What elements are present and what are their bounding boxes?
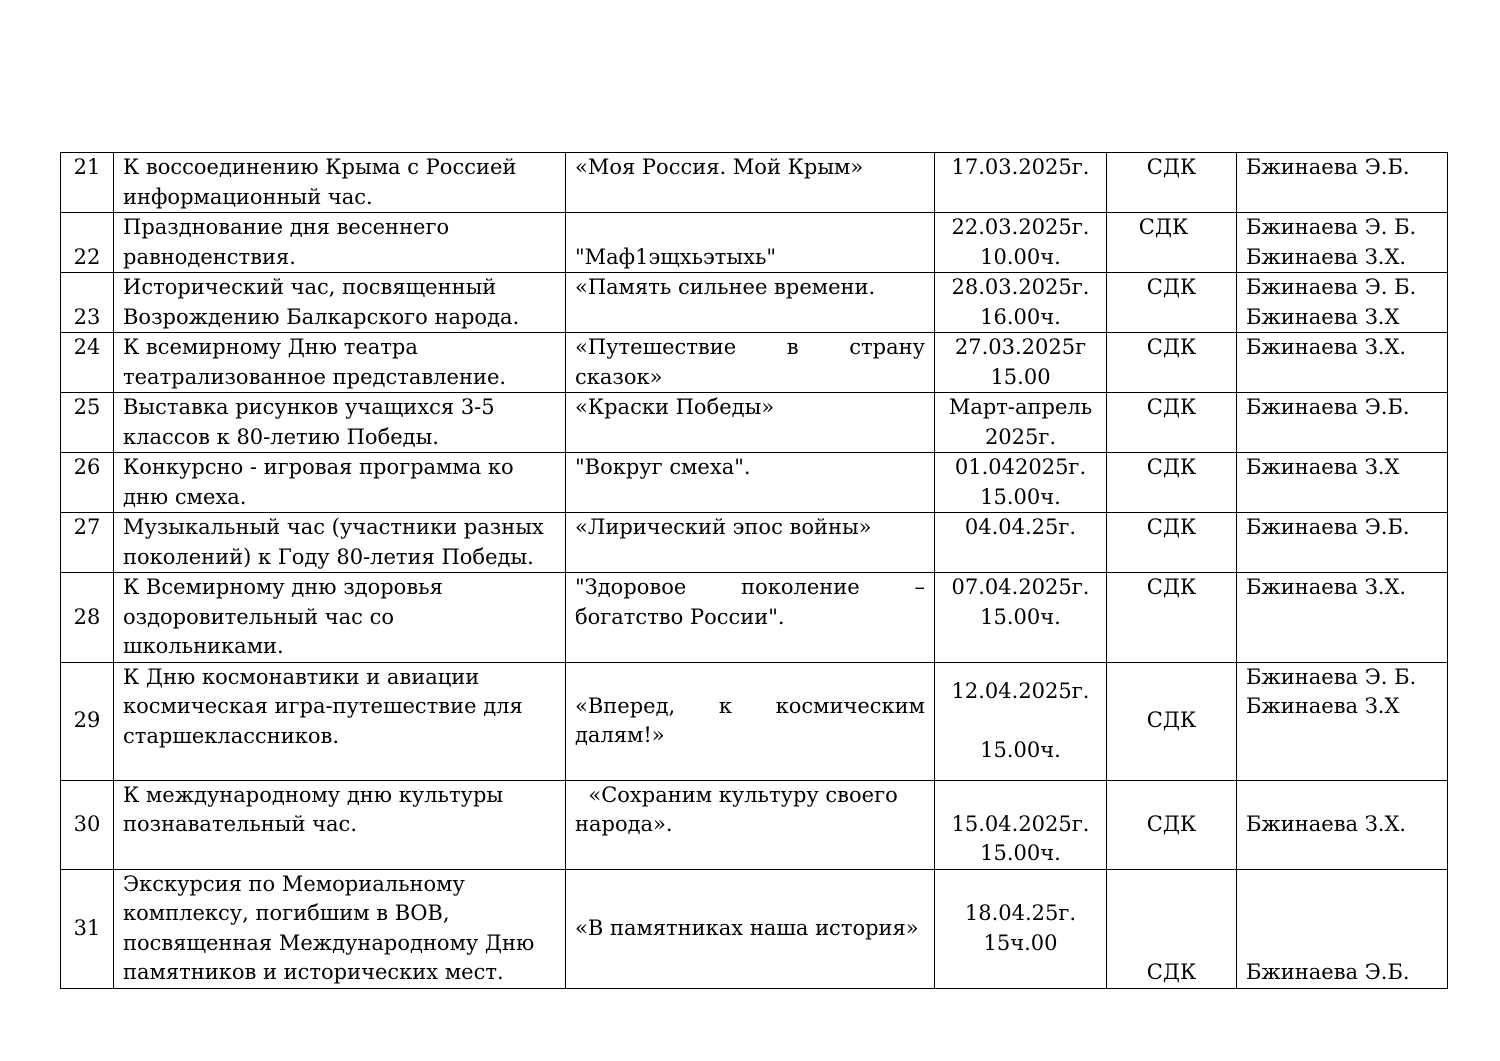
event-place: СДК bbox=[1107, 213, 1237, 273]
event-date-line: 15.00ч. bbox=[980, 484, 1061, 509]
event-date-line: 18.04.25г. bbox=[964, 901, 1077, 925]
row-number: 29 bbox=[61, 662, 114, 780]
table-row bbox=[61, 393, 1448, 453]
event-date-line: 15ч.00 bbox=[983, 930, 1058, 955]
event-description-line: оздоровительный час со bbox=[123, 604, 395, 629]
responsible-person: Бжинаева З.Х. bbox=[1246, 575, 1407, 599]
responsible-person: Бжинаева З.Х. bbox=[1246, 335, 1407, 359]
event-date-line: 28.03.2025г. bbox=[951, 275, 1090, 299]
event-date-line: 15.00ч. bbox=[980, 841, 1061, 865]
responsible-person: Бжинаева Э. Б. bbox=[1246, 275, 1417, 299]
event-description-line: комплексу, погибшим в ВОВ, bbox=[123, 901, 450, 925]
event-description-line: К всемирному Дню театра bbox=[123, 335, 418, 359]
event-description-line: Экскурсия по Мемориальному bbox=[123, 871, 465, 896]
responsible-cell bbox=[1237, 393, 1448, 453]
event-date-cell bbox=[935, 273, 1107, 333]
event-description-line: К Всемирному дню здоровья bbox=[123, 575, 443, 599]
event-date-line: 22.03.2025г. bbox=[951, 215, 1090, 239]
responsible-cell bbox=[1237, 513, 1448, 573]
event-description-cell bbox=[114, 273, 566, 333]
event-date-cell bbox=[935, 662, 1107, 780]
event-title-line: «Память сильнее времени. bbox=[575, 275, 876, 299]
event-description-cell bbox=[114, 333, 566, 393]
event-description-line: Выставка рисунков учащихся 3-5 bbox=[123, 395, 495, 419]
event-title-cell bbox=[566, 153, 935, 213]
event-description-line: старшеклассников. bbox=[123, 723, 340, 748]
responsible-cell bbox=[1237, 333, 1448, 393]
event-description-line: информационный час. bbox=[123, 184, 373, 209]
responsible-person: Бжинаева Э.Б. bbox=[1246, 960, 1410, 984]
table-row bbox=[61, 573, 1448, 663]
event-place: СДК bbox=[1107, 513, 1237, 573]
row-number: 31 bbox=[61, 869, 114, 988]
responsible-cell bbox=[1237, 273, 1448, 333]
event-title-cell bbox=[566, 662, 935, 780]
event-date-line: 2025г. bbox=[984, 424, 1057, 449]
table-row bbox=[61, 869, 1448, 988]
events-table-body bbox=[61, 153, 1448, 989]
row-number: 27 bbox=[61, 513, 114, 573]
table-row bbox=[61, 273, 1448, 333]
event-description-line: дню смеха. bbox=[123, 484, 247, 509]
event-title-cell bbox=[566, 273, 935, 333]
event-description-line: посвященная Международному Дню bbox=[123, 930, 535, 955]
event-place: СДК bbox=[1107, 153, 1237, 213]
event-description-cell bbox=[114, 153, 566, 213]
event-title-line: народа». bbox=[575, 812, 673, 836]
event-place: СДК bbox=[1107, 573, 1237, 663]
row-number: 26 bbox=[61, 453, 114, 513]
event-place: СДК bbox=[1107, 393, 1237, 453]
responsible-person: Бжинаева З.Х. bbox=[1246, 244, 1407, 269]
table-row bbox=[61, 662, 1448, 780]
row-number: 22 bbox=[61, 213, 114, 273]
event-title-line: «Сохраним культуру своего bbox=[575, 782, 898, 807]
row-number: 30 bbox=[61, 780, 114, 869]
event-title-line: «Путешествие в страну bbox=[575, 335, 925, 359]
event-title-line: "Здоровое поколение – bbox=[575, 575, 925, 599]
event-description-line: памятников и исторических мест. bbox=[123, 960, 504, 984]
responsible-person: Бжинаева Э. Б. bbox=[1246, 664, 1417, 689]
responsible-person: Бжинаева З.Х bbox=[1246, 304, 1400, 329]
event-title-line: "Маф1эщхьэтыхь" bbox=[575, 244, 777, 269]
event-date-line: 15.00ч. bbox=[980, 737, 1061, 762]
event-place: СДК bbox=[1107, 333, 1237, 393]
table-row bbox=[61, 213, 1448, 273]
event-place: СДК bbox=[1107, 780, 1237, 869]
event-description-line: познавательный час. bbox=[123, 812, 357, 836]
responsible-cell bbox=[1237, 453, 1448, 513]
event-date-cell bbox=[935, 153, 1107, 213]
event-description-cell bbox=[114, 513, 566, 573]
event-description-line: Исторический час, посвященный bbox=[123, 275, 497, 299]
event-title-cell bbox=[566, 513, 935, 573]
responsible-person: Бжинаева Э.Б. bbox=[1246, 155, 1410, 179]
table-row bbox=[61, 780, 1448, 869]
responsible-cell bbox=[1237, 573, 1448, 663]
responsible-cell bbox=[1237, 153, 1448, 213]
event-date-cell bbox=[935, 333, 1107, 393]
event-title-line: «Моя Россия. Мой Крым» bbox=[575, 155, 864, 179]
event-date-cell bbox=[935, 513, 1107, 573]
event-date-line: Март-апрель bbox=[948, 395, 1093, 419]
event-title-line: сказок» bbox=[575, 364, 663, 389]
responsible-person: Бжинаева З.Х. bbox=[1246, 811, 1407, 836]
event-place: СДК bbox=[1107, 662, 1237, 780]
event-title-cell bbox=[566, 393, 935, 453]
event-description-cell bbox=[114, 453, 566, 513]
event-title-cell bbox=[566, 453, 935, 513]
table-row bbox=[61, 453, 1448, 513]
event-title-line: «В памятниках наша история» bbox=[575, 915, 919, 940]
row-number: 21 bbox=[61, 153, 114, 213]
event-date-cell bbox=[935, 213, 1107, 273]
event-description-cell bbox=[114, 780, 566, 869]
event-title-cell bbox=[566, 869, 935, 988]
responsible-person: Бжинаева З.Х bbox=[1246, 455, 1400, 479]
row-number: 25 bbox=[61, 393, 114, 453]
responsible-cell bbox=[1237, 780, 1448, 869]
responsible-person: Бжинаева Э.Б. bbox=[1246, 395, 1410, 419]
event-title-line: «Вперед, к космическим bbox=[575, 693, 925, 718]
event-date-line: 17.03.2025г. bbox=[951, 155, 1090, 179]
event-description-line: равноденствия. bbox=[123, 244, 296, 269]
event-description-line: Празднование дня весеннего bbox=[123, 215, 450, 239]
events-table bbox=[60, 152, 1448, 989]
event-date-line: 07.04.2025г. bbox=[951, 575, 1090, 599]
event-description-line: космическая игра-путешествие для bbox=[123, 694, 523, 718]
event-title-line: далям!» bbox=[575, 723, 665, 747]
event-description-cell bbox=[114, 213, 566, 273]
row-number: 23 bbox=[61, 273, 114, 333]
event-date-line bbox=[944, 706, 1097, 736]
event-date-line: 10.00ч. bbox=[980, 244, 1061, 269]
event-description-line: театрализованное представление. bbox=[123, 364, 507, 389]
event-title-cell bbox=[566, 333, 935, 393]
event-description-cell bbox=[114, 573, 566, 663]
responsible-person: Бжинаева Э.Б. bbox=[1246, 515, 1410, 539]
responsible-cell bbox=[1237, 869, 1448, 988]
responsible-cell bbox=[1237, 213, 1448, 273]
row-number: 24 bbox=[61, 333, 114, 393]
event-description-line: К Дню космонавтики и авиации bbox=[123, 664, 480, 689]
event-date-cell bbox=[935, 573, 1107, 663]
responsible-cell bbox=[1237, 662, 1448, 780]
event-description-line: школьниками. bbox=[123, 634, 284, 658]
event-place: СДК bbox=[1107, 869, 1237, 988]
event-description-line: К воссоединению Крыма с Россией bbox=[123, 155, 517, 179]
event-description-line: Конкурсно - игровая программа ко bbox=[123, 455, 514, 479]
event-title-line: богатство России". bbox=[575, 604, 785, 629]
event-title-cell bbox=[566, 573, 935, 663]
responsible-person: Бжинаева Э. Б. bbox=[1246, 215, 1417, 239]
row-number: 28 bbox=[61, 573, 114, 663]
event-date-cell bbox=[935, 780, 1107, 869]
event-title-line: «Лирический эпос войны» bbox=[575, 515, 872, 539]
event-date-line: 16.00ч. bbox=[980, 304, 1061, 329]
event-title-cell bbox=[566, 780, 935, 869]
event-description-line: Музыкальный час (участники разных bbox=[123, 515, 544, 539]
event-date-line: 27.03.2025г bbox=[954, 335, 1087, 359]
table-row bbox=[61, 153, 1448, 213]
event-date-line: 04.04.25г. bbox=[964, 515, 1077, 539]
event-description-line: поколений) к Году 80-летия Победы. bbox=[123, 544, 534, 569]
event-date-line: 01.042025г. bbox=[954, 455, 1087, 479]
event-date-cell bbox=[935, 393, 1107, 453]
event-date-line: 15.00ч. bbox=[980, 604, 1061, 629]
event-date-line: 15.04.2025г. bbox=[951, 811, 1090, 836]
event-description-line: Возрождению Балкарского народа. bbox=[123, 304, 520, 329]
event-date-line: 12.04.2025г. bbox=[951, 678, 1090, 703]
event-title-cell bbox=[566, 213, 935, 273]
event-title-line: "Вокруг смеха". bbox=[575, 455, 751, 479]
table-row bbox=[61, 513, 1448, 573]
event-description-cell bbox=[114, 393, 566, 453]
event-description-line: К международному дню культуры bbox=[123, 782, 504, 807]
responsible-person: Бжинаева З.Х bbox=[1246, 694, 1400, 718]
event-title-line: «Краски Победы» bbox=[575, 395, 775, 419]
event-description-cell bbox=[114, 869, 566, 988]
event-place: СДК bbox=[1107, 273, 1237, 333]
event-date-line: 15.00 bbox=[990, 364, 1051, 389]
event-description-cell bbox=[114, 662, 566, 780]
event-date-cell bbox=[935, 869, 1107, 988]
event-description-line: классов к 80-летию Победы. bbox=[123, 424, 439, 449]
event-place: СДК bbox=[1107, 453, 1237, 513]
table-row bbox=[61, 333, 1448, 393]
event-date-cell bbox=[935, 453, 1107, 513]
